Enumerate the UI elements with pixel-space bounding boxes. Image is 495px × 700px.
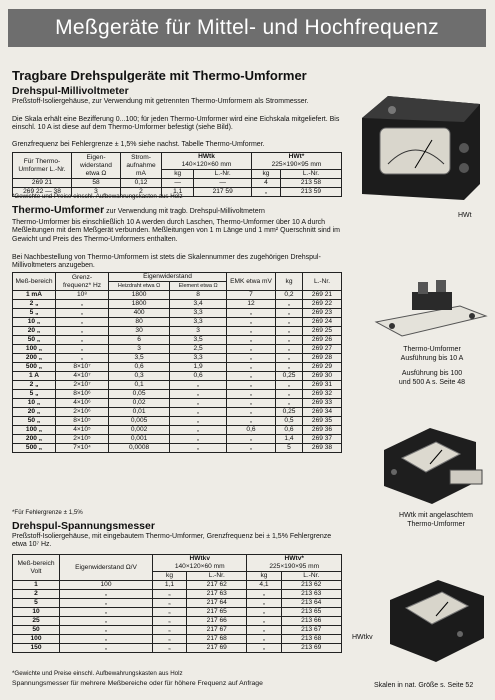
cell-kg1: „ (153, 608, 187, 617)
th-emk: EMK etwa mV (227, 273, 276, 291)
hwtkv-device-image (384, 574, 488, 664)
cell-kg: 5 (276, 444, 303, 453)
cell: 1,1 (162, 188, 194, 197)
th-lnr: L.-Nr. (281, 572, 342, 581)
cell: 269 22 — 38 (13, 188, 72, 197)
cell-g: „ (56, 300, 109, 309)
cell-h: 400 (109, 309, 170, 318)
cell: 269 21 (13, 179, 72, 188)
cell-l: 269 25 (303, 327, 342, 336)
th-lnr: L.-Nr. (194, 170, 252, 179)
cell-kg1: 1,1 (153, 581, 187, 590)
cell-h: 0,01 (109, 408, 170, 417)
th-kg: kg (162, 170, 194, 179)
cell-kg: „ (276, 327, 303, 336)
section2-heading: Thermo-Umformer (12, 204, 105, 216)
cell-kg1: „ (153, 599, 187, 608)
cell-h: 0,002 (109, 426, 170, 435)
cell-b: 5 (13, 599, 60, 608)
cell-e: „ (170, 435, 227, 444)
section3-heading: Drehspul-Spannungsmesser (12, 520, 155, 532)
cell-b: 10 „ (13, 399, 56, 408)
cell: 213 58 (280, 179, 341, 188)
cell: — (162, 179, 194, 188)
cell: 3 (72, 188, 121, 197)
th-lnr: L.-Nr. (280, 170, 341, 179)
th-eigen: Eigenwiderstand (109, 273, 227, 282)
cell-l: 269 36 (303, 426, 342, 435)
table-row (13, 327, 342, 336)
cell-b: 200 „ (13, 354, 56, 363)
cell-e: 8 (170, 291, 227, 300)
cell-kg: „ (276, 390, 303, 399)
table-row (13, 644, 342, 653)
th-kg: kg (247, 572, 281, 581)
cell-l: 269 21 (303, 291, 342, 300)
cell-l: 269 29 (303, 363, 342, 372)
cell-l2: 213 67 (281, 626, 342, 635)
table-row (13, 381, 342, 390)
th-lnr: L.-Nr. (303, 273, 342, 291)
cell-g: 7×10⁴ (56, 444, 109, 453)
cell-e: „ (170, 381, 227, 390)
cell-g: 4×10⁵ (56, 426, 109, 435)
section2-footnote: *Für Fehlergrenze ± 1,5% (12, 509, 83, 516)
cell-e: 1,9 (170, 363, 227, 372)
cell-b: 5 „ (13, 309, 56, 318)
table-row (13, 300, 342, 309)
cell-emk: „ (227, 381, 276, 390)
cell: 2 (121, 188, 162, 197)
cell-e: 100 (60, 581, 153, 590)
cell-l: 269 31 (303, 381, 342, 390)
th-kg: kg (153, 572, 187, 581)
cell-l1: 217 67 (187, 626, 247, 635)
th-hwtv: HWtv* 225×190×95 mm (247, 555, 342, 572)
cell-emk: 7 (227, 291, 276, 300)
cell-kg1: „ (153, 626, 187, 635)
th-eigen: Eigen-widerstand etwa Ω (72, 153, 121, 179)
section1-p1: Preßstoff-Isoliergehäuse, zur Verwendung mit getrennten Thermo-Umformern als Strommesser. (12, 98, 309, 105)
cell-e: 3 (170, 327, 227, 336)
cell-e: „ (60, 590, 153, 599)
cell-l: 269 30 (303, 372, 342, 381)
cell-h: 0,005 (109, 417, 170, 426)
cell-h: 3,5 (109, 354, 170, 363)
cell-kg: „ (276, 309, 303, 318)
table-row (13, 635, 342, 644)
cell: 217 59 (194, 188, 252, 197)
cell-b: 5 „ (13, 390, 56, 399)
section1-heading: Drehspul-Millivoltmeter (12, 85, 129, 97)
cell-e: „ (60, 608, 153, 617)
hwtk-device-image (380, 420, 488, 506)
cell-e: 3,3 (170, 354, 227, 363)
cell-emk: „ (227, 408, 276, 417)
cell-kg1: „ (153, 644, 187, 653)
cell-b: 20 „ (13, 327, 56, 336)
table-row (13, 363, 342, 372)
cell-g: 2×10⁶ (56, 408, 109, 417)
cell-g: „ (56, 327, 109, 336)
section2-p1: Thermo-Umformer bis einschließlich 10 A werden durch Laschen, Thermo-Umformer über 10 A durch Meßleitungen mit dem Meßgerät verbunden. Meßleitungen von 1 m Länge und 1 mm² Querschnitt sind im Gewicht und Preis des Thermo-Umformers enthalten. (12, 219, 340, 243)
section2-intro: zur Verwendung mit tragb. Drehspul-Millivoltmetern (106, 208, 265, 215)
caption-line: HWtk mit angelaschtem (399, 512, 473, 519)
cell-g: 8×10⁶ (56, 390, 109, 399)
th-hwt: HWt* 225×190×95 mm (251, 153, 341, 170)
cell-l: 269 33 (303, 399, 342, 408)
cell-kg: „ (276, 336, 303, 345)
cell-l: 269 34 (303, 408, 342, 417)
cell-kg2: „ (247, 617, 281, 626)
cell: 0,12 (121, 179, 162, 188)
cell-h: 6 (109, 336, 170, 345)
main-title: Tragbare Drehspulgeräte mit Thermo-Umformer (12, 68, 307, 83)
cell-e: „ (60, 626, 153, 635)
cell-h: 1800 (109, 300, 170, 309)
table-row (13, 291, 342, 300)
cell-h: 1800 (109, 291, 170, 300)
thermo-umformer-table (12, 272, 342, 453)
cell-kg: „ (276, 363, 303, 372)
cell-kg2: „ (247, 635, 281, 644)
cell-g: 4×10⁷ (56, 372, 109, 381)
table-row (13, 435, 342, 444)
cell-l2: 213 68 (281, 635, 342, 644)
cell-kg1: „ (153, 590, 187, 599)
cell-h: 0,001 (109, 435, 170, 444)
cell-emk: „ (227, 444, 276, 453)
cell-h: 0,02 (109, 399, 170, 408)
cell-g: „ (56, 336, 109, 345)
cell-b: 10 „ (13, 318, 56, 327)
cell-b: 50 (13, 626, 60, 635)
cell-emk: „ (227, 399, 276, 408)
cell-e: 3,4 (170, 300, 227, 309)
cell-b: 500 „ (13, 363, 56, 372)
cell-b: 2 (13, 590, 60, 599)
cell-l: 269 26 (303, 336, 342, 345)
table-row (13, 408, 342, 417)
cell-g: „ (56, 354, 109, 363)
cell-l2: 213 63 (281, 590, 342, 599)
section2-p2: Bei Nachbestellung von Thermo-Umformern ist stets die Skalennummer des zugehörigen Drehspul-Millivoltmeters anzugeben. (12, 254, 321, 270)
caption-line: Ausführung bis 100 (401, 370, 463, 377)
cell-h: 3 (109, 345, 170, 354)
cell-b: 200 „ (13, 435, 56, 444)
cell-h: 30 (109, 327, 170, 336)
cell-e: 2,5 (170, 345, 227, 354)
caption-hwt: HWt (458, 212, 472, 219)
cell-b: 1 mA (13, 291, 56, 300)
cell-b: 100 „ (13, 426, 56, 435)
cell-emk: 0,6 (227, 426, 276, 435)
cell-kg2: 4,1 (247, 581, 281, 590)
table-row (13, 581, 342, 590)
cell-kg: „ (276, 318, 303, 327)
cell-l1: 217 63 (187, 590, 247, 599)
caption-hwtkv: HWtkv (352, 634, 373, 641)
th-strom: Strom-aufnahme mA (121, 153, 162, 179)
caption-line: Ausführung bis 10 A (400, 354, 464, 362)
cell: 58 (72, 179, 121, 188)
cell-kg: 0,6 (276, 426, 303, 435)
cell-l: 269 32 (303, 390, 342, 399)
th-kg: kg (251, 170, 280, 179)
table-row (13, 444, 342, 453)
cell-emk: „ (227, 417, 276, 426)
cell-g: 8×10⁷ (56, 363, 109, 372)
cell-emk: „ (227, 345, 276, 354)
cell-g: 2×10⁵ (56, 435, 109, 444)
table-row (13, 372, 342, 381)
cell-kg2: „ (247, 608, 281, 617)
cell-l2: 213 66 (281, 617, 342, 626)
cell-b: 100 „ (13, 345, 56, 354)
cell-kg: 0,2 (276, 291, 303, 300)
cell-b: 2 „ (13, 381, 56, 390)
cell-l: 269 27 (303, 345, 342, 354)
cell-e: „ (170, 390, 227, 399)
cell-emk: „ (227, 390, 276, 399)
table-row (13, 599, 342, 608)
cell-kg2: „ (247, 599, 281, 608)
cell-emk: „ (227, 327, 276, 336)
table-row (13, 390, 342, 399)
table-row (13, 590, 342, 599)
cell-g: 10⁸ (56, 291, 109, 300)
cell-e: „ (170, 408, 227, 417)
cell: „ (251, 188, 280, 197)
cell-b: 500 „ (13, 444, 56, 453)
cell-kg: „ (276, 345, 303, 354)
cell-h: 0,6 (109, 363, 170, 372)
cell-kg: „ (276, 399, 303, 408)
th-for: Für Thermo-Umformer L.-Nr. (13, 153, 72, 179)
cell-e: „ (170, 417, 227, 426)
cell-b: 150 (13, 644, 60, 653)
table-row (13, 426, 342, 435)
cell-emk: „ (227, 354, 276, 363)
millivoltmeter-table (12, 152, 342, 197)
cell-e: 3,3 (170, 309, 227, 318)
cell-b: 25 (13, 617, 60, 626)
table-row (13, 318, 342, 327)
cell-kg: 1,4 (276, 435, 303, 444)
cell-kg: 0,25 (276, 408, 303, 417)
cell-b: 50 „ (13, 336, 56, 345)
cell-h: 0,05 (109, 390, 170, 399)
cell-kg: „ (276, 381, 303, 390)
th-lnr: L.-Nr. (187, 572, 247, 581)
table-row (13, 399, 342, 408)
cell-h: 0,3 (109, 372, 170, 381)
cell-e: „ (60, 635, 153, 644)
section3-footnote2: Spannungsmesser für mehrere Meßbereiche oder für höhere Frequenz auf Anfrage (12, 680, 263, 687)
th-grenz: Grenz-frequenz* Hz (56, 273, 109, 291)
cell-g: 4×10⁶ (56, 399, 109, 408)
cell-emk: 12 (227, 300, 276, 309)
table-row (13, 417, 342, 426)
cell-b: 20 „ (13, 408, 56, 417)
cell-e: „ (60, 617, 153, 626)
th-kg: kg (276, 273, 303, 291)
cell-h: 0,0008 (109, 444, 170, 453)
cell-l: 269 38 (303, 444, 342, 453)
cell-h: 0,1 (109, 381, 170, 390)
cell-emk: „ (227, 372, 276, 381)
cell-b: 1 A (13, 372, 56, 381)
cell-l: 269 23 (303, 309, 342, 318)
cell-l1: 217 62 (187, 581, 247, 590)
cell-kg2: „ (247, 626, 281, 635)
cell-kg2: „ (247, 644, 281, 653)
cell-emk: „ (227, 309, 276, 318)
section2-intro-block (12, 206, 347, 216)
table-row (13, 354, 342, 363)
cell-e: „ (170, 426, 227, 435)
cell-e: „ (170, 444, 227, 453)
cell-l: 269 37 (303, 435, 342, 444)
cell-e: „ (170, 399, 227, 408)
cell-emk: „ (227, 363, 276, 372)
cell-g: „ (56, 345, 109, 354)
cell-l2: 213 65 (281, 608, 342, 617)
cell-kg1: „ (153, 635, 187, 644)
table-row (13, 617, 342, 626)
section1-p3: Grenzfrequenz bei Fehlergrenze ± 1,5% siehe nachst. Tabelle Thermo-Umformer. (12, 141, 265, 148)
cell-l1: 217 69 (187, 644, 247, 653)
caption-scale: Skalen in nat. Größe s. Seite 52 (374, 682, 474, 689)
cell-e: 0,6 (170, 372, 227, 381)
caption-line: Thermo-Umformer (407, 520, 465, 528)
caption-line: und 500 A s. Seite 48 (398, 378, 466, 386)
cell-e: „ (60, 599, 153, 608)
cell-b: 10 (13, 608, 60, 617)
cell-h: 80 (109, 318, 170, 327)
cell-kg1: „ (153, 617, 187, 626)
cell-l: 269 22 (303, 300, 342, 309)
cell-emk: „ (227, 318, 276, 327)
cell-kg: „ (276, 300, 303, 309)
cell-l1: 217 66 (187, 617, 247, 626)
th-eigen: Eigenwiderstand Ω/V (60, 555, 153, 581)
cell: — (194, 179, 252, 188)
cell-b: 1 (13, 581, 60, 590)
caption-hwtk (380, 512, 492, 529)
cell-kg: „ (276, 354, 303, 363)
cell-b: 2 „ (13, 300, 56, 309)
page-banner: Meßgeräte für Mittel- und Hochfrequenz (8, 9, 486, 47)
section3-p1: Preßstoff-Isoliergehäuse, mit eingebautem Thermo-Umformer, Grenzfrequenz bei ± 1,5% Fehlergrenze etwa 10⁷ Hz. (12, 533, 332, 549)
cell: 213 59 (280, 188, 341, 197)
th-hwtkv: HWtkv 140×120×60 mm (153, 555, 247, 572)
cell-b: 100 (13, 635, 60, 644)
th-bereich: Meß-bereich (13, 273, 56, 291)
section1-p2: Die Skala erhält eine Bezifferung 0...100; für jeden Thermo-Umformer wird eine Eichskala mitgeliefert. Bis einschl. 10 A ist diese auf dem Thermo-Umformer befestigt (siehe Bild). (12, 116, 340, 132)
th-elem: Element etwa Ω (170, 282, 227, 291)
cell-l1: 217 64 (187, 599, 247, 608)
th-bereich: Meß-bereich Volt (13, 555, 60, 581)
table-row (13, 345, 342, 354)
table-row (13, 336, 342, 345)
thermo-umformer-image (372, 276, 490, 342)
cell-l1: 217 68 (187, 635, 247, 644)
cell-g: „ (56, 309, 109, 318)
th-hwtk: HWtk 140×120×60 mm (162, 153, 252, 170)
table-row (13, 309, 342, 318)
spannungsmesser-table (12, 554, 342, 653)
cell-l1: 217 65 (187, 608, 247, 617)
cell-l: 269 24 (303, 318, 342, 327)
cell-e: „ (60, 644, 153, 653)
cell-g: 2×10⁷ (56, 381, 109, 390)
cell-g: „ (56, 318, 109, 327)
cell-l: 269 28 (303, 354, 342, 363)
cell-emk: „ (227, 435, 276, 444)
section1-footnote: *Gewichte und Preise einschl. Aufbewahrungskasten aus Holz (12, 193, 183, 200)
th-heiz: Heizdraht etwa Ω (109, 282, 170, 291)
cell-l2: 213 62 (281, 581, 342, 590)
cell: 4 (251, 179, 280, 188)
cell-l: 269 35 (303, 417, 342, 426)
table-row (13, 179, 342, 188)
section3-footnote1: *Gewichte und Preise einschl. Aufbewahrungskasten aus Holz (12, 670, 183, 677)
cell-kg2: „ (247, 590, 281, 599)
cell-b: 50 „ (13, 417, 56, 426)
hwt-device-image (352, 88, 488, 206)
caption-umformer (376, 346, 488, 387)
cell-g: 8×10⁵ (56, 417, 109, 426)
cell-l2: 213 64 (281, 599, 342, 608)
cell-kg: 0,25 (276, 372, 303, 381)
caption-line: Thermo-Umformer (403, 346, 461, 353)
cell-emk: „ (227, 336, 276, 345)
table-row (13, 626, 342, 635)
cell-e: 3,3 (170, 318, 227, 327)
cell-e: 3,5 (170, 336, 227, 345)
table-row (13, 608, 342, 617)
cell-l2: 213 69 (281, 644, 342, 653)
cell-kg: 0,5 (276, 417, 303, 426)
